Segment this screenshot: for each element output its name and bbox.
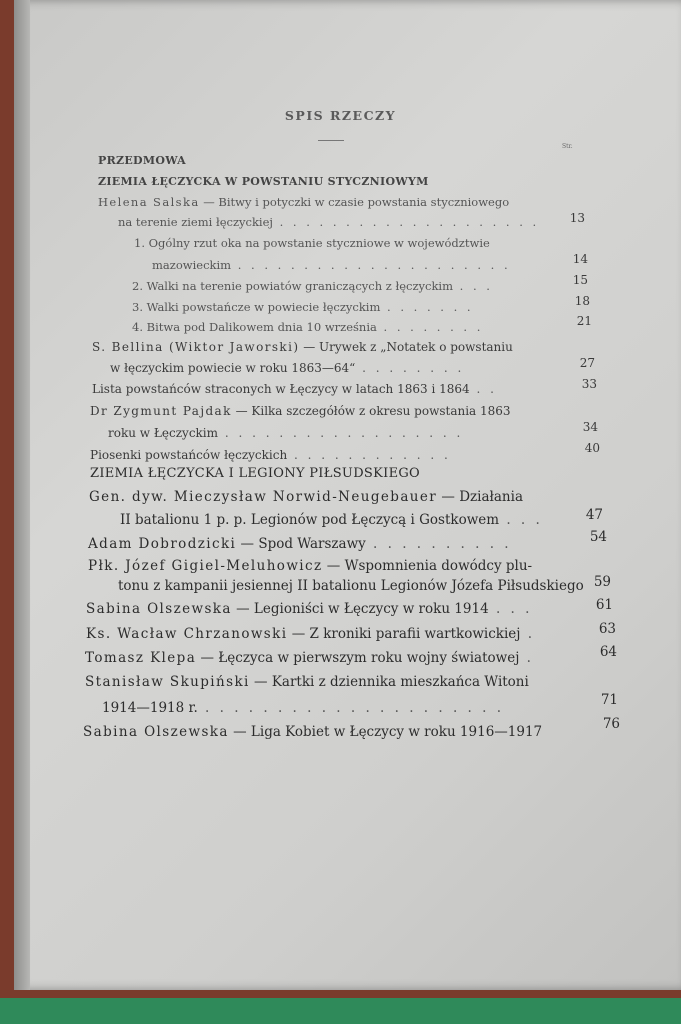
toc-entry: Sabina Olszewska — Legioniści w Łęczycy w roku 1914 . . .: [86, 601, 533, 617]
toc-page-number: 47: [585, 507, 603, 523]
toc-entry: PRZEDMOWA: [98, 154, 187, 167]
toc-entry: Dr Zygmunt Pajdak — Kilka szczegółów z okresu powstania 1863: [90, 404, 511, 418]
toc-entry: S. Bellina (Wiktor Jaworski) — Urywek z „Notatek o powstaniu: [92, 340, 513, 354]
page-title: SPIS RZECZY: [284, 108, 397, 123]
toc-entry: 1. Ogólny rzut oka na powstanie styczniowe w województwie: [134, 236, 490, 250]
toc-entry: Sabina Olszewska — Liga Kobiet w Łęczycy w roku 1916—1917: [83, 724, 543, 740]
toc-entry: tonu z kampanii jesiennej II batalionu Legionów Józefa Piłsudskiego: [118, 578, 584, 594]
toc-page-number: 34: [582, 420, 598, 434]
toc-entry: na terenie ziemi łęczyckiej . . . . . . . . . . . . . . . . . . . .: [118, 215, 540, 229]
toc-page-number: 21: [576, 314, 592, 328]
toc-page-number: 13: [569, 211, 585, 225]
toc-entry: roku w Łęczyckim . . . . . . . . . . . . . . . . . .: [108, 426, 464, 440]
toc-entry: 3. Walki powstańcze w powiecie łęczyckim . . . . . . .: [132, 300, 474, 314]
toc-entry: Lista powstańców straconych w Łęczycy w latach 1863 i 1864 . .: [92, 382, 497, 396]
toc-entry: Płk. Józef Gigiel-Meluhowicz — Wspomnienia dowódcy plu-: [88, 558, 533, 574]
toc-page-number: 54: [589, 529, 607, 545]
toc-page-number: 18: [574, 294, 590, 308]
toc-page-number: 33: [581, 377, 597, 391]
toc-entry: Gen. dyw. Mieczysław Norwid-Neugebauer — Działania: [89, 489, 523, 505]
toc-entry: Tomasz Klepa — Łęczyca w pierwszym roku wojny światowej .: [85, 650, 534, 666]
toc-entry: Stanisław Skupiński — Kartki z dziennika mieszkańca Witoni: [85, 674, 529, 690]
page-gutter: [14, 0, 30, 990]
toc-page-number: 64: [599, 644, 617, 660]
toc-page-number: 61: [595, 597, 613, 613]
toc-page-number: 14: [572, 252, 588, 266]
toc-entry: Piosenki powstańców łęczyckich . . . . . . . . . . . .: [90, 448, 451, 462]
toc-entry: Helena Salska — Bitwy i potyczki w czasie powstania styczniowego: [98, 195, 510, 209]
page-column-label: Str.: [562, 143, 573, 150]
toc-page-number: 40: [584, 441, 600, 455]
toc-entry: Adam Dobrodzicki — Spod Warszawy . . . . . . . . . .: [88, 536, 512, 552]
toc-entry: 2. Walki na terenie powiatów graniczących z łęczyckim . . .: [132, 279, 493, 293]
toc-entry: w łęczyckim powiecie w roku 1863—64“ . . . . . . . .: [110, 361, 465, 375]
toc-entry: Ks. Wacław Chrzanowski — Z kroniki parafii wartkowickiej .: [86, 626, 536, 642]
toc-page-number: 71: [600, 692, 618, 708]
toc-page-number: 63: [598, 621, 616, 637]
toc-entry: II batalionu 1 p. p. Legionów pod Łęczycą i Gostkowem . . .: [120, 512, 543, 528]
toc-entry: ZIEMIA ŁĘCZYCKA I LEGIONY PIŁSUDSKIEGO: [90, 466, 421, 481]
toc-page-number: 59: [593, 574, 611, 590]
toc-page-number: 27: [579, 356, 595, 370]
toc-entry: mazowieckim . . . . . . . . . . . . . . . . . . . . .: [152, 258, 511, 272]
toc-entry: 4. Bitwa pod Dalikowem dnia 10 września . . . . . . . .: [132, 320, 484, 334]
toc-page-number: 76: [602, 716, 620, 732]
toc-entry: ZIEMIA ŁĘCZYCKA W POWSTANIU STYCZNIOWYM: [98, 175, 429, 188]
title-rule: [318, 140, 344, 141]
toc-page-number: 15: [572, 273, 588, 287]
toc-entry: 1914—1918 r. . . . . . . . . . . . . . . . . . . . . .: [102, 700, 504, 716]
